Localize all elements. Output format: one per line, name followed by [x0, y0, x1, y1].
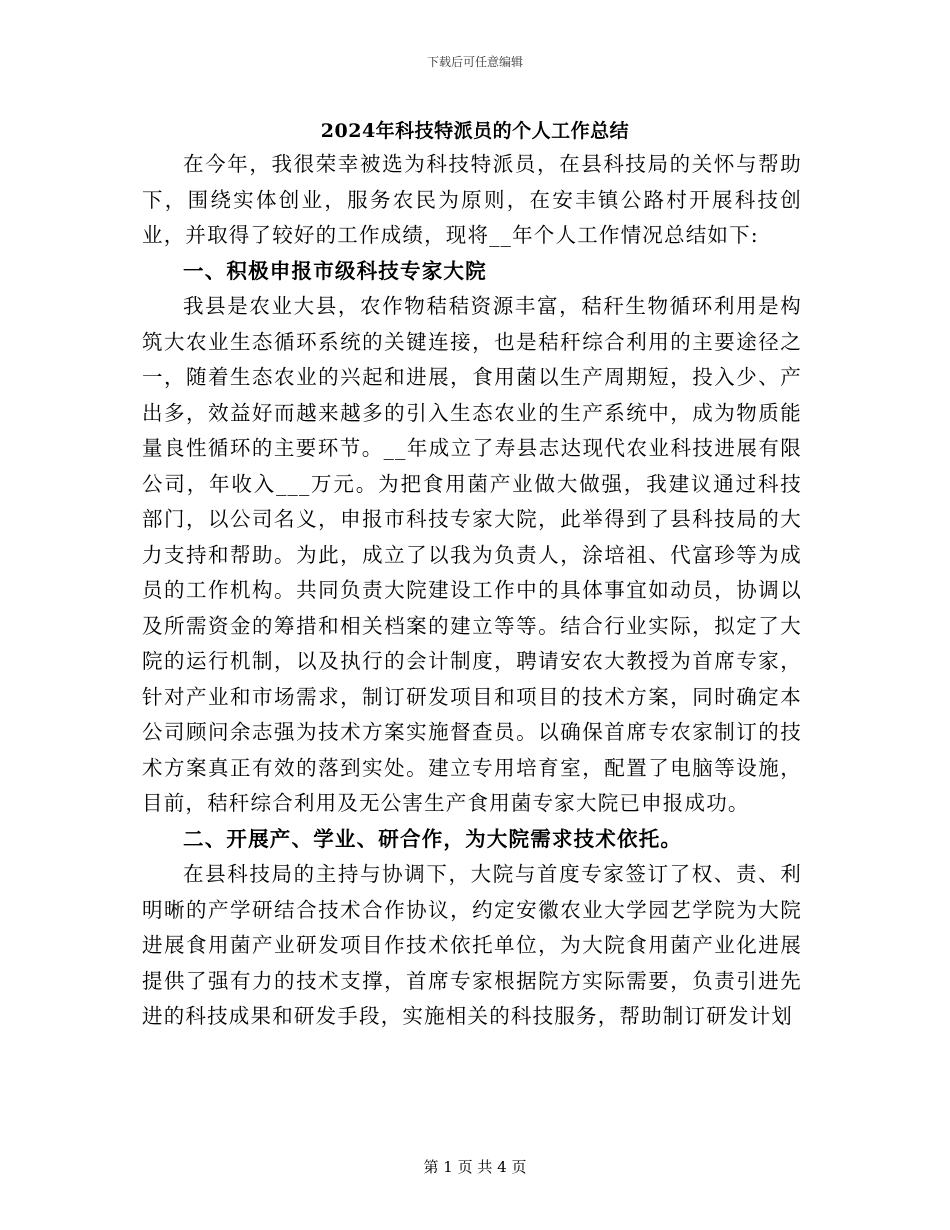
header-note: 下载后可任意编辑 [426, 55, 523, 69]
document-body [142, 147, 802, 1035]
section-1-heading: 一、积极申报市级科技专家大院 [183, 258, 487, 283]
document-title: 2024年科技特派员的个人工作总结 [320, 120, 630, 142]
page-number-footer: 第 1 页 共 4 页 [423, 1158, 527, 1176]
section-2-heading: 二、开展产、学业、研合作，为大院需求技术依托。 [183, 826, 683, 851]
section-2-paragraph: 在县科技局的主持与协调下，大院与首度专家签订了权、责、利明晰的产学研结合技术合作协议，约定安徽农业大学园艺学院为大院进展食用菌产业研发项目作技术依托单位，为大院食用菌产业化进展提供了强有力的技术支撑，首席专家根据院方实际需要，负责引进先进的科技成果和研发手段，实施相关的科技服务，帮助制订研发计划 [142, 862, 802, 1028]
section-1-paragraph: 我县是农业大县，农作物秸秸资源丰富，秸秆生物循环利用是构筑大农业生态循环系统的关键连接，也是秸秆综合利用的主要途径之一，随着生态农业的兴起和进展，食用菌以生产周期短，投入少、产出多，效益好而越来越多的引入生态农业的生产系统中，成为物质能量良性循环的主要环节。__年成立了寿县志达现代农业科技进展有限公司，年收入___万元。为把食用菌产业做大做强，我建议通过科技部门，以公司名义，申报市科技专家大院，此举得到了县科技局的大力支持和帮助。为此，成立了以我为负责人，涂培祖、代富珍等为成员的工作机构。共同负责大院建设工作中的具体事宜如动员，协调以及所需资金的筹措和相关档案的建立等等。结合行业实际，拟定了大院的运行机制，以及执行的会计制度，聘请安农大教授为首席专家，针对产业和市场需求，制订研发项目和项目的技术方案，同时确定本公司顾问余志强为技术方案实施督查员。以确保首席专农家制订的技术方案真正有效的落到实处。建立专用培育室，配置了电脑等设施，目前，秸秆综合利用及无公害生产食用菌专家大院已申报成功。 [142, 294, 802, 815]
intro-paragraph: 在今年，我很荣幸被选为科技特派员，在县科技局的关怀与帮助下，围绕实体创业，服务农民为原则，在安丰镇公路村开展科技创业，并取得了较好的工作成绩，现将__年个人工作情况总结如下: [142, 152, 802, 247]
